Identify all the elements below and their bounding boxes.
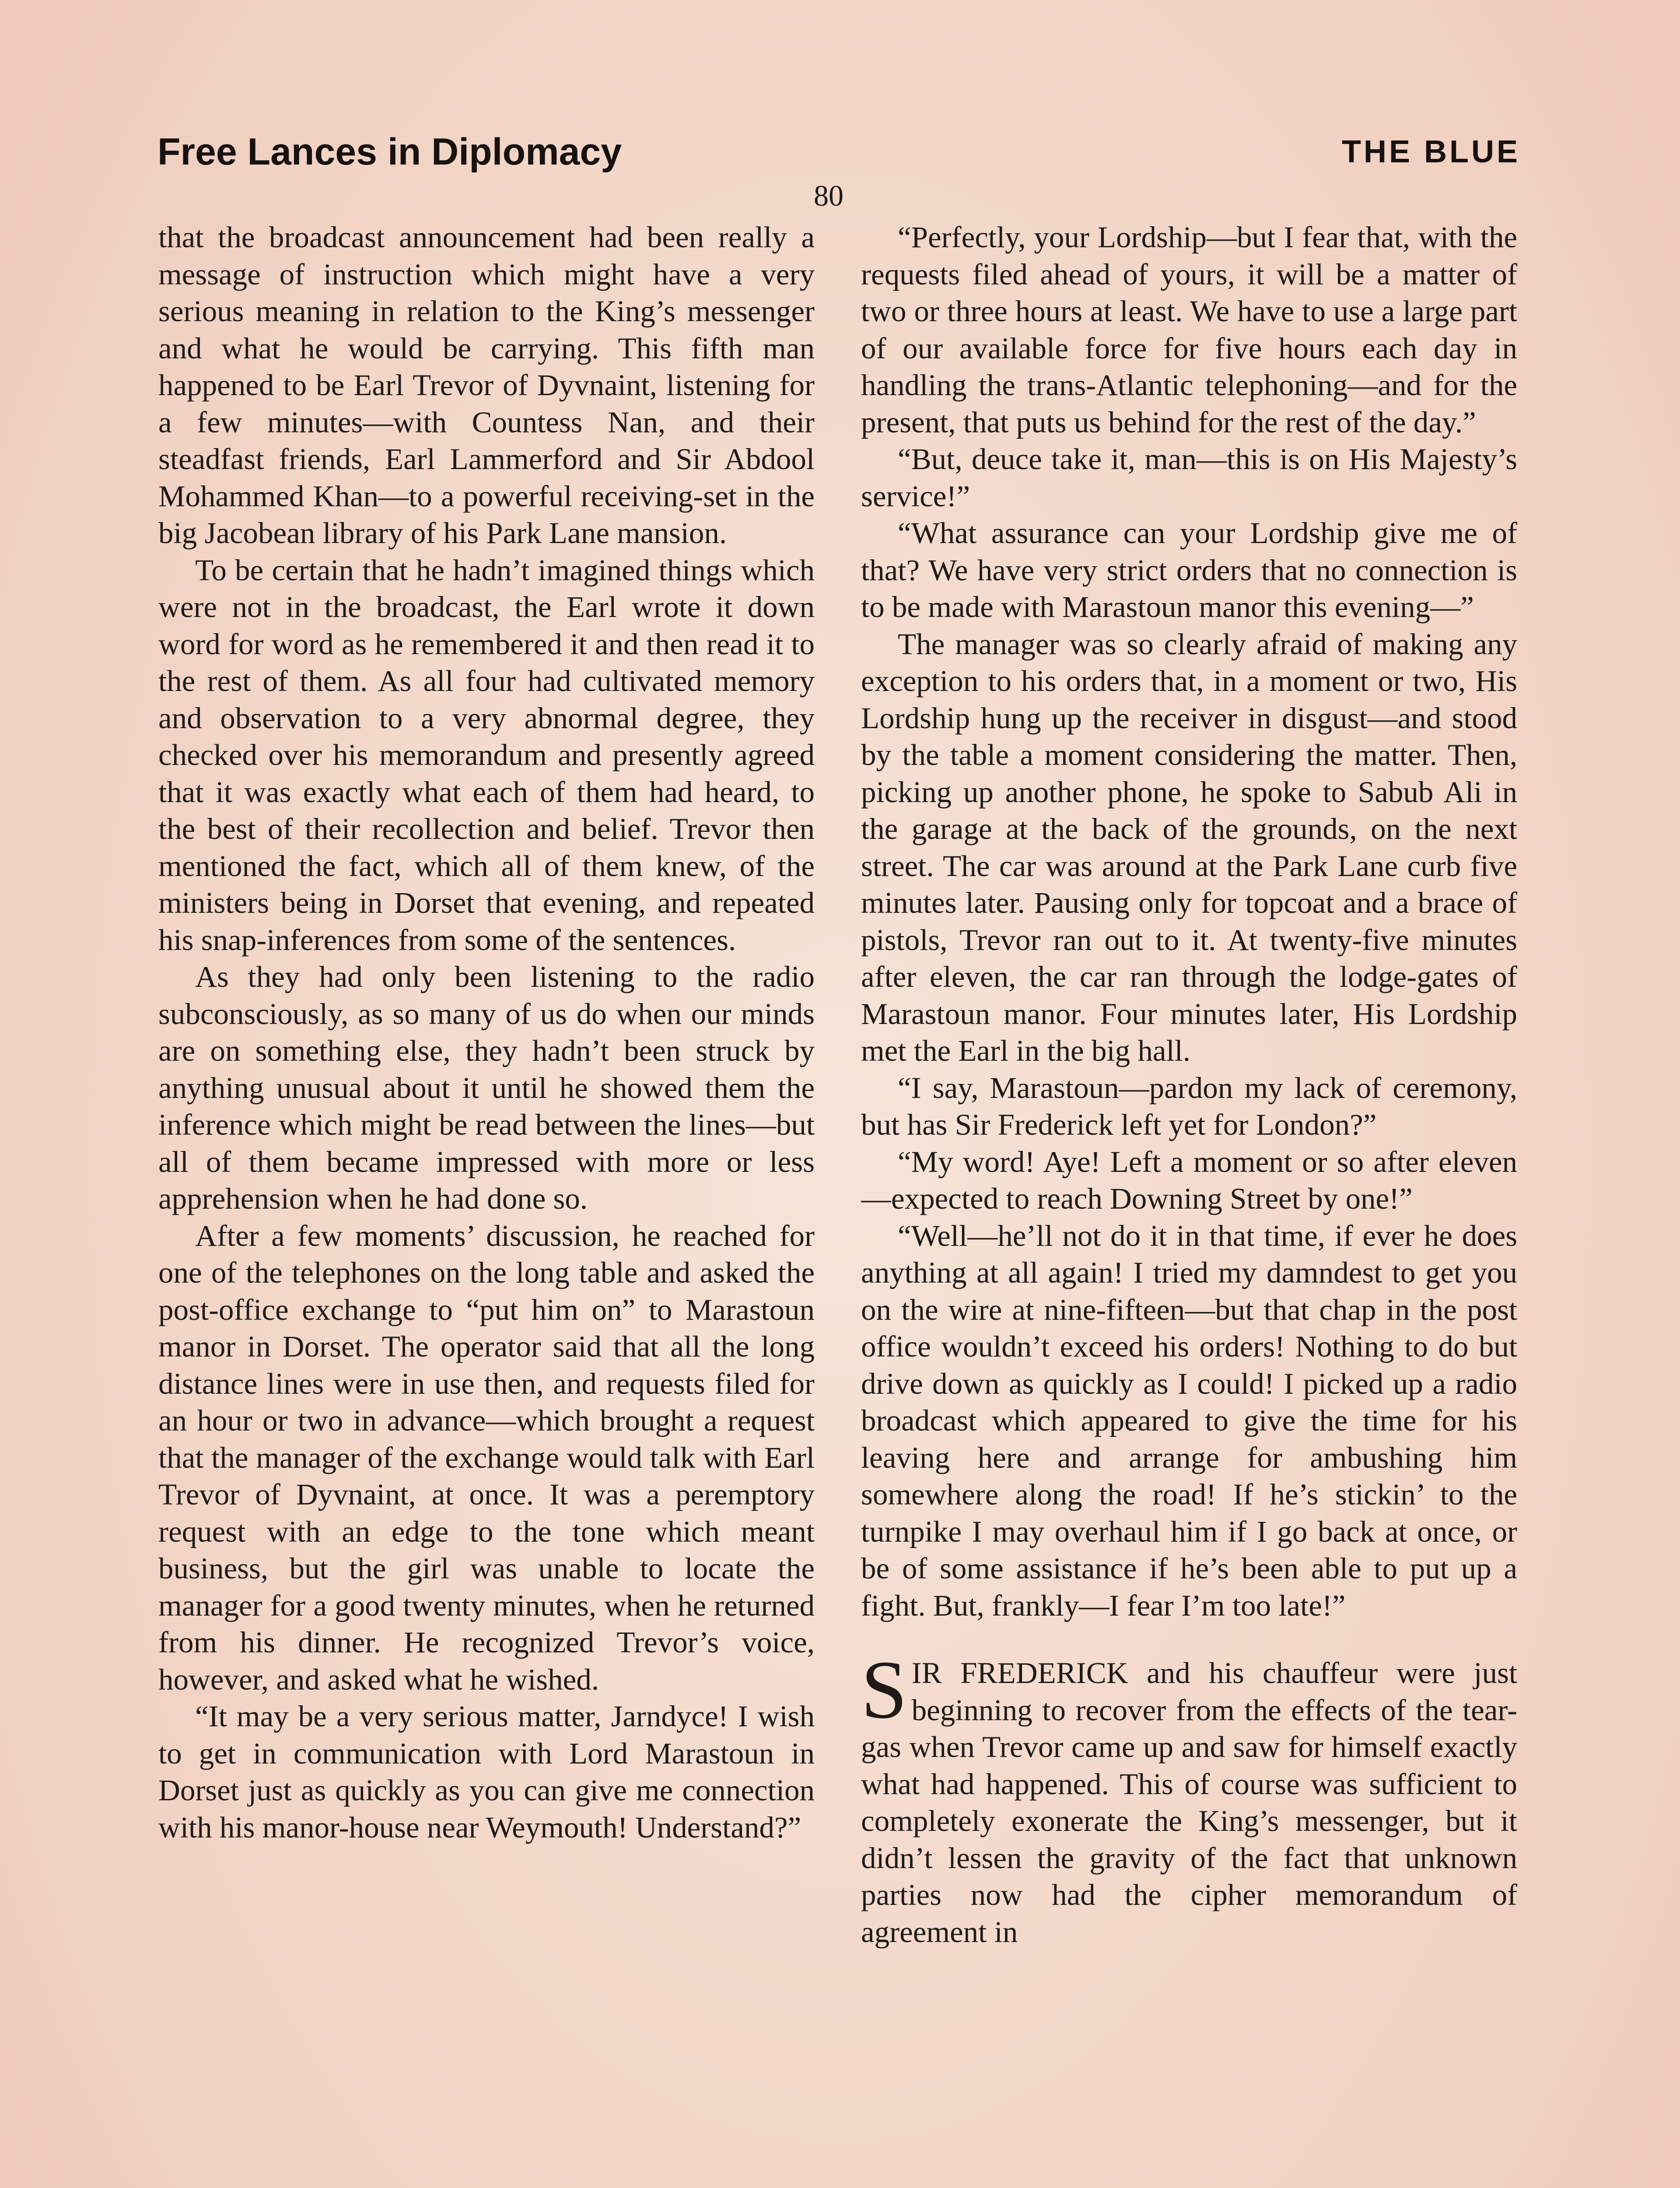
paragraph: To be certain that he hadn’t imagined things which were not in the broadcast, the Earl wrote it down word for word as he remembered it and then read it to the rest of them. As all four had cultivated memory and observation to a very abnormal degree, they checked over his memorandum and presently agreed that it was exactly what each of them had heard, to the best of their recollection and belief. Trevor then mentioned the fact, which all of them knew, of the ministers being in Dorset that evening, and repeated his snap-inferences from some of the sentences. bbox=[158, 553, 815, 957]
paragraph: “It may be a very serious matter, Jarndyce! I wish to get in communication with Lord Marastoun in Dorset just as quickly as you can give me connection with his manor-house near Weymouth! Understand?” bbox=[158, 1700, 815, 1844]
paragraph: “What assurance can your Lordship give me of that? We have very strict orders that no connection is to be made with Marastoun manor this evening—” bbox=[861, 516, 1517, 624]
paragraph: After a few moments’ discussion, he reached for one of the telephones on the long table and asked the post-office exchange to “put him on” to Marastoun manor in Dorset. The operator said that all the long distance lines were in use then, and requests filed for an hour or two in advance—which brought a request that the manager of the exchange would talk with Earl Trevor of Dyvnaint, at once. It was a peremptory request with an edge to the tone which meant business, but the girl was unable to locate the manager for a good twenty minutes, when he returned from his dinner. He recognized Trevor’s voice, however, and asked what he wished. bbox=[158, 1219, 815, 1696]
paragraph: “I say, Marastoun—pardon my lack of ceremony, but has Sir Frederick left yet for London?” bbox=[861, 1071, 1517, 1141]
story-title: Free Lances in Diplomacy bbox=[158, 131, 622, 173]
drop-cap: S bbox=[861, 1644, 907, 1736]
page-number: 80 bbox=[814, 179, 844, 212]
paragraph: “Well—he’ll not do it in that time, if ever he does anything at all again! I tried my damndest to get you on the wire at nine-fifteen—but that chap in the post office wouldn’t exceed his orders! Nothing to do but drive down as quickly as I could! I picked up a radio broadcast which appeared to give the time for his leaving here and arrange for ambushing him somewhere along the road! If he’s stickin’ to the turnpike I may overhaul him if I go back at once, or be of some assistance if he’s been able to put up a fight. But, frankly—I fear I’m too late!” bbox=[861, 1219, 1517, 1622]
left-column bbox=[158, 219, 815, 2188]
section-break-paragraph bbox=[861, 1644, 1517, 1950]
paragraph: “My word! Aye! Left a moment or so after eleven—expected to reach Downing Street by one!” bbox=[861, 1145, 1517, 1215]
paragraph: As they had only been listening to the radio subconsciously, as so many of us do when our minds are on something else, they hadn’t been struck by anything unusual about it until he showed them the inference which might be read between the lines—but all of them became impressed with more or less apprehension when he had done so. bbox=[158, 960, 815, 1215]
paragraph: The manager was so clearly afraid of making any exception to his orders that, in a moment or two, His Lordship hung up the receiver in disgust—and stood by the table a moment considering the matter. Then, picking up another phone, he spoke to Sabub Ali in the garage at the back of the grounds, on the next street. The car was around at the Park Lane curb five minutes later. Pausing only for topcoat and a brace of pistols, Trevor ran out to it. At twenty-five minutes after eleven, the car ran through the lodge-gates of Marastoun manor. Four minutes later, His Lordship met the Earl in the big hall. bbox=[861, 627, 1517, 1067]
paragraph: that the broadcast announcement had been really a message of instruction which might have a very serious meaning in relation to the King’s messenger and what he would be carrying. This fifth man happened to be Earl Trevor of Dyvnaint, listening for a few minutes—with Countess Nan, and their steadfast friends, Earl Lammerford and Sir Abdool Mohammed Khan—to a powerful receiving-set in the big Jacobean library of his Park Lane mansion. bbox=[158, 221, 815, 550]
paragraph: “But, deuce take it, man—this is on His Majesty’s service!” bbox=[861, 442, 1517, 513]
section-break-text: IR FREDERICK and his chauffeur were just beginning to recover from the effects of the tear-gas when Trevor came up and saw for himself exactly what had happened. This of course was sufficient to completely exonerate the King’s messenger, but it didn’t lessen the gravity of the fact that unknown parties now had the cipher memorandum of agreement in bbox=[861, 1656, 1517, 1949]
paragraph: “Perfectly, your Lordship—but I fear that, with the requests filed ahead of yours, it will be a matter of two or three hours at least. We have to use a large part of our available force for five hours each day in handling the trans-Atlantic telephoning—and for the present, that puts us behind for the rest of the day.” bbox=[861, 221, 1517, 439]
magazine-name: THE BLUE bbox=[1342, 134, 1520, 169]
right-column bbox=[861, 219, 1517, 2188]
